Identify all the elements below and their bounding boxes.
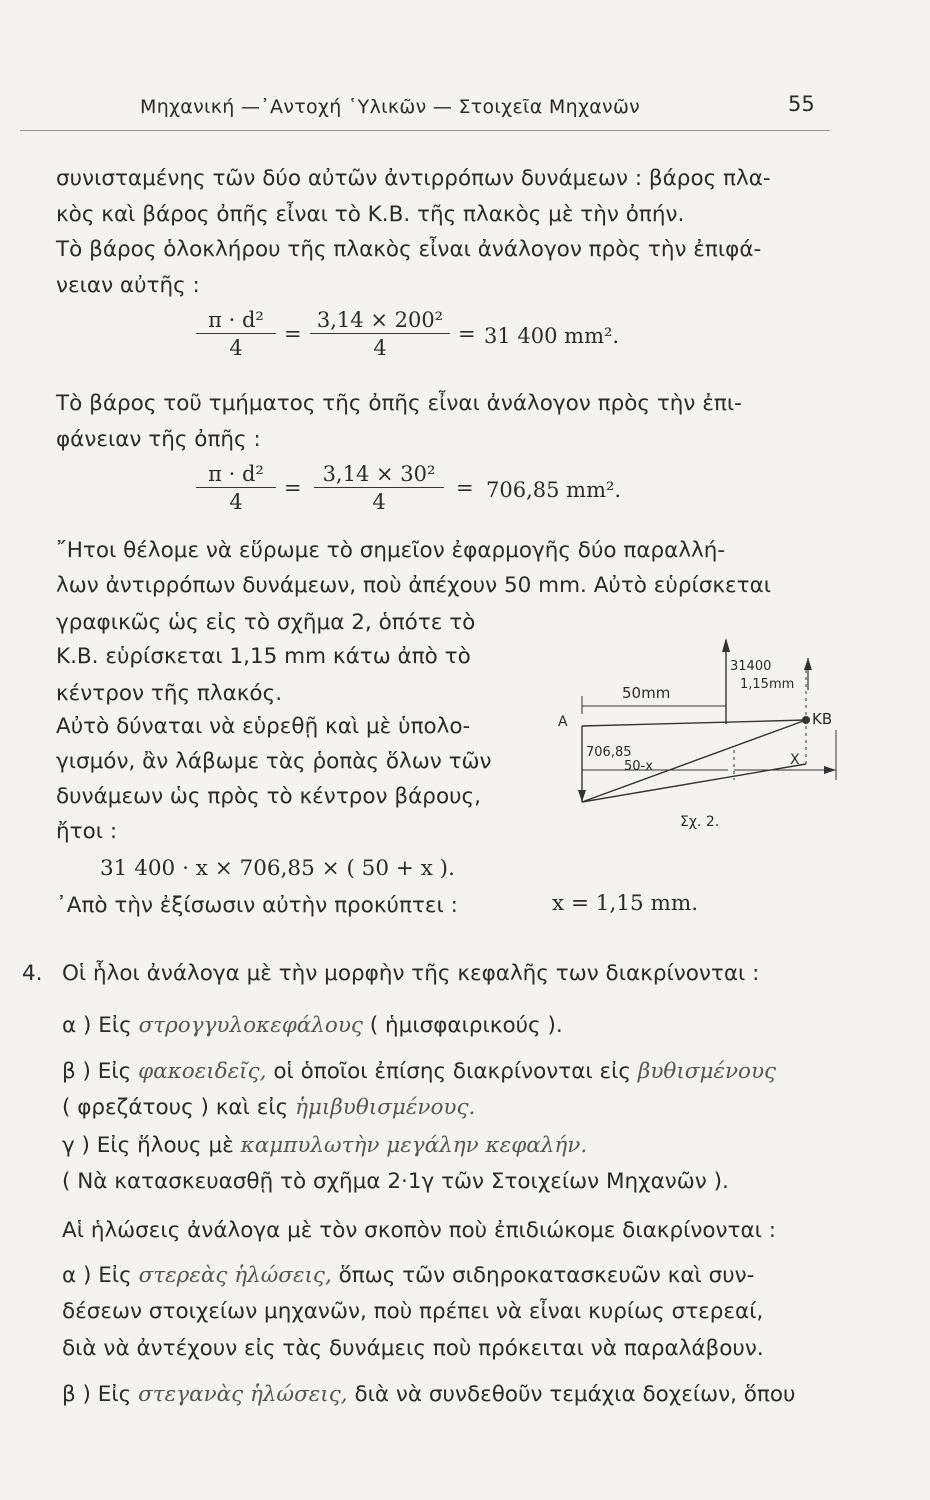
list-marker: α ) Εἰς bbox=[62, 1263, 132, 1288]
label-31400: 31400 bbox=[730, 659, 772, 674]
body-line: ῎Ητοι θέλομε νὰ εὕρωμε τὸ σημεῖον ἐφαρμογῆς δύο παραλλή- bbox=[56, 538, 726, 563]
list-text: διὰ νὰ συνδεθοῦν τεμάχια δοχείων, ὅπου bbox=[354, 1382, 796, 1407]
formula-result: 706,85 mm². bbox=[486, 478, 622, 502]
list-item bbox=[62, 1094, 475, 1122]
label-x: X bbox=[790, 752, 800, 768]
body-line: Αἱ ἡλώσεις ἀνάλογα μὲ τὸν σκοπὸν ποὺ ἐπιδιώκομε διακρίνονται : bbox=[62, 1218, 777, 1243]
body-line: Αὐτὸ δύναται νὰ εὑρεθῇ καὶ μὲ ὑπολο- bbox=[56, 714, 471, 739]
header-rule bbox=[20, 130, 830, 131]
equation-line: 31 400 · x × 706,85 × ( 50 + x ). bbox=[100, 856, 455, 881]
section-number: 4. bbox=[22, 961, 43, 986]
equation-result: x = 1,15 mm. bbox=[552, 891, 699, 916]
label-kb: KB bbox=[812, 710, 833, 728]
equals-sign: = bbox=[284, 322, 302, 346]
fraction-bar bbox=[196, 333, 276, 334]
emphasis-text: ἡμιβυθισμένους. bbox=[295, 1095, 476, 1120]
formula-result: 31 400 mm². bbox=[484, 324, 620, 348]
body-line: συνισταμένης τῶν δύο αὐτῶν ἀντιρρόπων δυνάμεων : βάρος πλα- bbox=[56, 166, 771, 191]
figure-caption: Σχ. 2. bbox=[680, 814, 720, 830]
body-line: διὰ νὰ ἀντέχουν εἰς τὰς δυνάμεις ποὺ πρόκειται νὰ παραλάβουν. bbox=[62, 1336, 764, 1361]
list-item bbox=[62, 1381, 795, 1409]
body-line: κὸς καὶ βάρος ὀπῆς εἶναι τὸ Κ.Β. τῆς πλακὸς μὲ τὴν ὀπήν. bbox=[56, 202, 685, 227]
label-a: A bbox=[558, 714, 568, 730]
denominator: 4 bbox=[373, 336, 387, 360]
numerator: 3,14 × 200² bbox=[316, 308, 444, 332]
numerator: π · d² bbox=[208, 308, 264, 332]
list-marker: γ ) Εἰς ἥλους μὲ bbox=[62, 1133, 234, 1158]
list-text: ὅπως τῶν σιδηροκατασκευῶν καὶ συν- bbox=[338, 1263, 755, 1288]
equals-sign: = bbox=[284, 476, 302, 500]
body-line: ἤτοι : bbox=[56, 819, 118, 844]
body-line: γισμόν, ἂν λάβωμε τὰς ῥοπὰς ὅλων τῶν bbox=[56, 749, 492, 774]
list-item bbox=[62, 1012, 563, 1040]
list-text: ( ἡμισφαιρικούς ). bbox=[369, 1013, 563, 1038]
list-marker: β ) Εἰς bbox=[62, 1059, 132, 1084]
formula-fraction bbox=[314, 462, 444, 514]
label-706-85: 706,85 bbox=[586, 745, 632, 760]
body-line: φάνειαν τῆς ὀπῆς : bbox=[56, 427, 261, 452]
list-item bbox=[62, 1058, 776, 1086]
emphasis-text: βυθισμένους bbox=[637, 1059, 777, 1084]
figure-diagonal bbox=[582, 720, 806, 802]
body-line: γραφικῶς ὡς εἰς τὸ σχῆμα 2, ὁπότε τὸ bbox=[56, 610, 476, 635]
running-header: Μηχανική —᾿Αντοχή ῾Υλικῶν — Στοιχεῖα Μηχανῶν bbox=[140, 96, 641, 118]
equals-sign: = bbox=[458, 322, 476, 346]
emphasis-text: στερεὰς ἡλώσεις, bbox=[138, 1263, 332, 1288]
body-line: δυνάμεων ὡς πρὸς τὸ κέντρον βάρους, bbox=[56, 784, 481, 809]
fraction-bar bbox=[314, 487, 444, 488]
emphasis-text: φακοειδεῖς, bbox=[138, 1059, 267, 1084]
body-line: νειαν αὐτῆς : bbox=[56, 273, 200, 298]
arrow-head-icon bbox=[804, 658, 812, 670]
arrow-head-icon bbox=[722, 638, 730, 652]
emphasis-text: στρογγυλοκεφάλους bbox=[138, 1013, 363, 1038]
arrow-head-icon bbox=[578, 790, 586, 802]
equals-sign: = bbox=[456, 476, 474, 500]
body-line: δέσεων στοιχείων μηχανῶν, ποὺ πρέπει νὰ εἶναι κυρίως στερεαί, bbox=[62, 1299, 764, 1324]
label-50-x: 50-x bbox=[624, 759, 653, 774]
formula-fraction bbox=[196, 462, 276, 514]
fraction-bar bbox=[310, 333, 450, 334]
denominator: 4 bbox=[229, 490, 243, 514]
body-line: Κ.Β. εὑρίσκεται 1,15 mm κάτω ἀπὸ τὸ bbox=[56, 644, 471, 669]
formula-fraction bbox=[196, 308, 276, 360]
figure-2-diagram bbox=[548, 630, 848, 830]
body-line: Τὸ βάρος ὁλοκλήρου τῆς πλακὸς εἶναι ἀνάλογον πρὸς τὴν ἐπιφά- bbox=[56, 237, 762, 262]
body-line: λων ἀντιρρόπων δυνάμεων, ποὺ ἀπέχουν 50 mm. Αὐτὸ εὑρίσκεται bbox=[56, 573, 772, 598]
list-text: οἱ ὁποῖοι ἐπίσης διακρίνονται εἰς bbox=[273, 1059, 632, 1084]
body-line: κέντρον τῆς πλακός. bbox=[56, 681, 283, 706]
list-item bbox=[62, 1132, 587, 1160]
body-line: Οἱ ἧλοι ἀνάλογα μὲ τὴν μορφὴν τῆς κεφαλῆς των διακρίνονται : bbox=[62, 961, 760, 986]
label-50mm: 50mm bbox=[622, 684, 671, 702]
list-marker: α ) Εἰς bbox=[62, 1013, 132, 1038]
emphasis-text: καμπυλωτὴν μεγάλην κεφαλήν. bbox=[240, 1133, 588, 1158]
list-item bbox=[62, 1262, 754, 1290]
page-number: 55 bbox=[788, 92, 815, 116]
body-line: ( Νὰ κατασκευασθῇ τὸ σχῆμα 2·1γ τῶν Στοιχείων Μηχανῶν ). bbox=[62, 1169, 729, 1194]
label-1-15mm: 1,15mm bbox=[740, 677, 795, 692]
formula-fraction bbox=[310, 308, 450, 360]
figure-beam-line bbox=[582, 720, 806, 726]
list-marker: β ) Εἰς bbox=[62, 1382, 132, 1407]
fraction-bar bbox=[196, 487, 276, 488]
denominator: 4 bbox=[372, 490, 386, 514]
figure-kb-point bbox=[802, 716, 810, 724]
emphasis-text: στεγανὰς ἡλώσεις, bbox=[138, 1382, 348, 1407]
body-line: Τὸ βάρος τοῦ τμήματος τῆς ὀπῆς εἶναι ἀνάλογον πρὸς τὴν ἐπι- bbox=[56, 391, 742, 416]
arrow-head-icon bbox=[824, 766, 836, 774]
denominator: 4 bbox=[229, 336, 243, 360]
body-line: ᾿Απὸ τὴν ἐξίσωσιν αὐτὴν προκύπτει : bbox=[56, 893, 458, 918]
numerator: 3,14 × 30² bbox=[322, 462, 436, 486]
numerator: π · d² bbox=[208, 462, 264, 486]
list-text: ( φρεζάτους ) καὶ εἰς bbox=[62, 1095, 289, 1120]
